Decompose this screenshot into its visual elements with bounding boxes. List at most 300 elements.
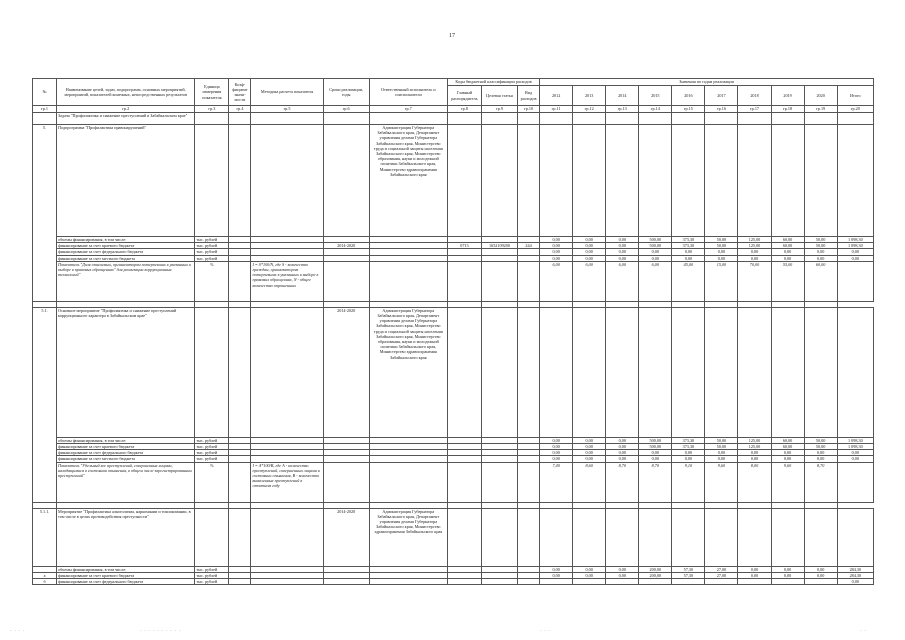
row-letter: а xyxy=(33,572,57,578)
table-row xyxy=(33,508,874,566)
year-value: 0,00 xyxy=(606,243,639,249)
year-value: 57,30 xyxy=(672,572,705,578)
year-value: 0,00 xyxy=(837,255,873,261)
empty-cell xyxy=(229,307,251,437)
year-value: 0,00 xyxy=(606,456,639,462)
empty-cell xyxy=(251,113,323,125)
indicator-value: 6,00 xyxy=(573,261,606,301)
empty-cell xyxy=(672,307,705,437)
header-year: 2017 xyxy=(705,86,738,106)
year-value: 0,00 xyxy=(540,444,573,450)
empty-cell xyxy=(447,307,481,437)
finance-row-name: объемы финансирования, в том числе: xyxy=(57,437,195,443)
header-name: Наименование целей, задач, подпрограмм, основных мероприятий, мероприятий, показателей конечных, непосредственных результатов xyxy=(57,79,195,106)
year-value: 50,00 xyxy=(804,437,837,443)
empty-cell xyxy=(672,508,705,566)
year-value: 0,00 xyxy=(705,255,738,261)
column-number: гр.9 xyxy=(481,106,517,113)
year-value: 0,00 xyxy=(639,456,672,462)
year-value: 125,00 xyxy=(738,437,771,443)
year-value: 0,00 xyxy=(804,572,837,578)
year-value: 57,30 xyxy=(672,566,705,572)
indicator-value: 6,00 xyxy=(540,261,573,301)
year-value: 60,00 xyxy=(771,437,804,443)
footer-mark: - - - - - - - - - - xyxy=(140,628,182,633)
year-value: 0,00 xyxy=(738,249,771,255)
finance-row-name: финансирование за счет местного бюджета xyxy=(57,255,195,261)
finance-row-unit: тыс. рублей xyxy=(195,572,229,578)
empty-cell xyxy=(573,125,606,237)
footer-mark: - - xyxy=(860,628,867,633)
empty-cell xyxy=(606,125,639,237)
year-value: 0,00 xyxy=(804,255,837,261)
year-value: 284,30 xyxy=(837,566,873,572)
column-number: гр.4 xyxy=(229,106,251,113)
year-value: 0,00 xyxy=(573,572,606,578)
empty-cell xyxy=(518,579,540,585)
empty-cell xyxy=(323,462,369,502)
year-value: 200,00 xyxy=(639,566,672,572)
header-responsible: Ответственный исполнитель и соисполнители xyxy=(369,79,447,106)
finance-row-unit: тыс. рублей xyxy=(195,444,229,450)
empty-cell xyxy=(804,125,837,237)
year-value: 0,00 xyxy=(837,456,873,462)
year-value: 50,00 xyxy=(804,243,837,249)
year-value xyxy=(540,579,573,585)
budget-code-gr: 0713 xyxy=(447,243,481,249)
finance-row-name: финансирование за счет краевого бюджета xyxy=(57,572,195,578)
year-value: 50,00 xyxy=(804,444,837,450)
finance-row-unit: тыс. рублей xyxy=(195,566,229,572)
section-name: Основное мероприятие "Профилактика и снижение преступлений коррупционного характера в Забайкальском крае" xyxy=(57,307,195,437)
empty-cell xyxy=(606,307,639,437)
empty-cell xyxy=(481,261,517,301)
header-year-values: Значения по годам реализации xyxy=(540,79,874,86)
year-value: 0,00 xyxy=(606,444,639,450)
empty-cell xyxy=(639,508,672,566)
footer-mark: - - - xyxy=(540,628,551,633)
finance-row-name: финансирование за счет федерального бюджета xyxy=(57,450,195,456)
year-value: 284,30 xyxy=(837,572,873,578)
empty-cell xyxy=(540,307,573,437)
empty-cell xyxy=(447,125,481,237)
empty-cell xyxy=(518,462,540,502)
table-row xyxy=(33,106,874,113)
year-value: 0,00 xyxy=(771,255,804,261)
year-value: 0,00 xyxy=(573,437,606,443)
finance-row-name: объемы финансирования, в том числе: xyxy=(57,566,195,572)
empty-cell xyxy=(518,307,540,437)
empty-cell xyxy=(738,508,771,566)
year-value: 0,00 xyxy=(606,450,639,456)
empty-cell xyxy=(481,113,517,125)
year-value: 50,00 xyxy=(705,243,738,249)
empty-cell xyxy=(447,113,481,125)
year-value: 0,00 xyxy=(540,437,573,443)
year-value: 1 098,30 xyxy=(837,437,873,443)
empty-cell xyxy=(573,307,606,437)
year-value: 0,00 xyxy=(672,249,705,255)
year-value xyxy=(738,579,771,585)
empty-cell xyxy=(672,113,705,125)
empty-cell xyxy=(804,307,837,437)
header-target-article: Целевая статья xyxy=(481,86,517,106)
empty-cell xyxy=(771,307,804,437)
empty-cell xyxy=(323,261,369,301)
header-year: 2014 xyxy=(606,86,639,106)
indicator-value: 8,00 xyxy=(738,462,771,502)
empty-cell xyxy=(705,508,738,566)
year-value: 0,00 xyxy=(573,243,606,249)
finance-row-unit: тыс. рублей xyxy=(195,237,229,243)
scan-footer-marks xyxy=(0,624,905,640)
indicator-value: 60,00 xyxy=(804,261,837,301)
section-number: 5. xyxy=(33,125,57,302)
finance-row-unit: тыс. рублей xyxy=(195,255,229,261)
empty-cell xyxy=(518,261,540,301)
indicator-unit: % xyxy=(195,462,229,502)
empty-cell xyxy=(639,113,672,125)
finance-row-period: 2014-2020 xyxy=(323,243,369,249)
year-value: 0,00 xyxy=(804,456,837,462)
year-value: 0,00 xyxy=(639,249,672,255)
year-value: 0,00 xyxy=(540,255,573,261)
section-name: Мероприятие "Профилактика алкоголизма, наркомании и токсикомании, в том числе в целях противодействия преступности" xyxy=(57,508,195,566)
empty-cell xyxy=(540,113,573,125)
indicator-name: Показатель "Удельный вес преступлений, совершенных лицами, находящимися в состоянии опьянения, в общем числе зарегистрированных преступлений" xyxy=(57,462,195,502)
year-value: 0,00 xyxy=(639,450,672,456)
year-value: 27,00 xyxy=(705,572,738,578)
header-coef: Коэф-фициент значи-мости xyxy=(229,79,251,106)
table-row xyxy=(33,113,874,125)
year-value: 0,00 xyxy=(837,450,873,456)
empty-cell xyxy=(195,307,229,437)
year-value xyxy=(705,579,738,585)
row-letter: б xyxy=(33,579,57,585)
finance-row-unit: тыс. рублей xyxy=(195,456,229,462)
indicator-method: I = S*100/N, где S - количество граждан, организатором потерпевших в указанных в выборе в правовых обращениях, N - общее количество опрошенных xyxy=(251,261,323,301)
empty-cell xyxy=(518,113,540,125)
header-unit: Единица измерения показателя xyxy=(195,79,229,106)
year-value xyxy=(804,579,837,585)
section-name: Подпрограмма "Профилактика правонарушений" xyxy=(57,125,195,237)
header-expense-type: Вид расходов xyxy=(518,86,540,106)
header-main-manager: Главный распорядитель xyxy=(447,86,481,106)
indicator-value: 8,70 xyxy=(804,462,837,502)
empty-cell xyxy=(447,508,481,566)
section-period xyxy=(323,125,369,237)
year-value: 50,00 xyxy=(804,237,837,243)
footer-mark: - - - - xyxy=(10,628,26,633)
indicator-value xyxy=(837,462,873,502)
year-value: 125,00 xyxy=(738,237,771,243)
empty-cell xyxy=(606,508,639,566)
year-value: 0,00 xyxy=(738,572,771,578)
header-year: 2019 xyxy=(771,86,804,106)
table-row xyxy=(33,261,874,301)
column-number: гр.14 xyxy=(639,106,672,113)
year-value: 500,00 xyxy=(639,237,672,243)
empty-cell xyxy=(369,579,447,585)
year-value: 0,00 xyxy=(540,249,573,255)
empty-cell xyxy=(323,113,369,125)
year-value: 0,00 xyxy=(540,566,573,572)
empty-cell xyxy=(369,261,447,301)
year-value: 125,00 xyxy=(738,444,771,450)
empty-cell xyxy=(639,125,672,237)
empty-cell xyxy=(229,579,251,585)
finance-row-name: финансирование за счет краевого бюджета xyxy=(57,444,195,450)
year-value: 373,30 xyxy=(672,237,705,243)
year-value: 0,00 xyxy=(837,249,873,255)
year-value xyxy=(606,579,639,585)
section-responsible: Администрация Губернатора Забайкальского края, Департамент управления делами Губернатора Забайкальского края, Министерство здравоохранения Забайкальского края xyxy=(369,508,447,566)
empty-cell xyxy=(771,125,804,237)
indicator-value: 8,70 xyxy=(639,462,672,502)
year-value: 0,00 xyxy=(573,450,606,456)
column-number: гр.18 xyxy=(771,106,804,113)
empty-cell xyxy=(573,113,606,125)
year-value: 0,00 xyxy=(771,249,804,255)
header-year: 2016 xyxy=(672,86,705,106)
year-value: 500,00 xyxy=(639,243,672,249)
column-number: гр.12 xyxy=(573,106,606,113)
year-value: 0,00 xyxy=(573,237,606,243)
year-value: 50,00 xyxy=(705,237,738,243)
year-value: 0,00 xyxy=(540,572,573,578)
year-value: 0,00 xyxy=(540,450,573,456)
year-value xyxy=(639,579,672,585)
year-value: 0,00 xyxy=(573,249,606,255)
column-number: гр.11 xyxy=(540,106,573,113)
year-value: 0,00 xyxy=(672,450,705,456)
empty-cell xyxy=(447,261,481,301)
header-year: 2013 xyxy=(573,86,606,106)
empty-cell xyxy=(251,307,323,437)
empty-cell xyxy=(481,125,517,237)
indicator-value: 9,10 xyxy=(672,462,705,502)
year-value: 0,00 xyxy=(639,255,672,261)
year-value: 0,00 xyxy=(606,572,639,578)
year-value: 0,00 xyxy=(606,255,639,261)
finance-row-name: финансирование за счет краевого бюджета xyxy=(57,243,195,249)
empty-cell xyxy=(804,113,837,125)
finance-row-unit: тыс. рублей xyxy=(195,437,229,443)
year-value: 0,00 xyxy=(771,450,804,456)
empty-cell xyxy=(229,261,251,301)
empty-cell xyxy=(837,307,873,437)
year-value: 0,00 xyxy=(540,243,573,249)
section-number: 5.1.1. xyxy=(33,508,57,566)
indicator-value: 15,00 xyxy=(705,261,738,301)
year-value: 60,00 xyxy=(771,237,804,243)
column-number: гр.10 xyxy=(518,106,540,113)
task-title: Задача "Профилактика и снижение преступлений в Забайкальском крае" xyxy=(57,113,195,125)
empty-cell xyxy=(804,508,837,566)
year-value: 0,00 xyxy=(573,566,606,572)
column-number: гр.1 xyxy=(33,106,57,113)
year-value: 0,00 xyxy=(573,444,606,450)
year-value: 0,00 xyxy=(573,255,606,261)
column-number: гр.8 xyxy=(447,106,481,113)
section-period: 2014-2020 xyxy=(323,508,369,566)
empty-cell xyxy=(251,579,323,585)
empty-cell xyxy=(518,508,540,566)
indicator-value: 55,00 xyxy=(771,261,804,301)
year-value: 500,00 xyxy=(639,444,672,450)
indicator-value: 9,60 xyxy=(705,462,738,502)
empty-cell xyxy=(195,125,229,237)
year-value xyxy=(771,579,804,585)
empty-cell xyxy=(639,307,672,437)
empty-cell xyxy=(195,508,229,566)
finance-row-unit: тыс. рублей xyxy=(195,249,229,255)
year-value: 500,00 xyxy=(639,437,672,443)
empty-cell xyxy=(705,307,738,437)
empty-cell xyxy=(738,113,771,125)
header-method: Методика расчета показателя xyxy=(251,79,323,106)
year-value: 0,00 xyxy=(672,255,705,261)
indicator-value: 8,60 xyxy=(573,462,606,502)
header-total: Итого xyxy=(837,86,873,106)
empty-cell xyxy=(837,125,873,237)
table-row xyxy=(33,307,874,437)
empty-cell xyxy=(323,579,369,585)
empty-cell xyxy=(369,113,447,125)
indicator-method: I = A*100/B, где А - количество преступлений, совершенных лицами в состоянии опьянения, В - количество выявленных преступлений в отчетном году xyxy=(251,462,323,502)
budget-code-csr: 1652109200 xyxy=(481,243,517,249)
header-year: 2012 xyxy=(540,86,573,106)
finance-row-unit: тыс. рублей xyxy=(195,450,229,456)
finance-row-name: финансирование за счет федерального бюджета xyxy=(57,249,195,255)
empty-cell xyxy=(251,125,323,237)
section-responsible: Администрация Губернатора Забайкальского края, Департамент управления делами Губернатора Забайкальского края, Министерство труда и социальной защиты населения Забайкальского края, Министерство образования, науки и молодежной политики Забайкальского края, Министерство здравоохранения Забайкальского края xyxy=(369,307,447,437)
empty-cell xyxy=(369,462,447,502)
empty-cell xyxy=(837,508,873,566)
section-responsible: Администрация Губернатора Забайкальского края, Департамент управления делами Губернатора Забайкальского края, Министерство труда и социальной защиты населения Забайкальского края, Министерство образования, науки и молодежной политики Забайкальского края, Министерство здравоохранения Забайкальского края xyxy=(369,125,447,237)
year-value: 0,00 xyxy=(540,237,573,243)
year-value: 0,00 xyxy=(606,237,639,243)
empty-cell xyxy=(738,125,771,237)
year-value: 0,00 xyxy=(804,249,837,255)
empty-cell xyxy=(481,307,517,437)
year-value: 0,00 xyxy=(705,456,738,462)
year-value: 0,00 xyxy=(738,456,771,462)
empty-cell xyxy=(705,113,738,125)
year-value: 0,00 xyxy=(606,566,639,572)
year-value: 50,00 xyxy=(705,444,738,450)
empty-cell xyxy=(481,508,517,566)
indicator-value: 70,00 xyxy=(738,261,771,301)
year-value: 373,30 xyxy=(672,437,705,443)
column-number: гр.5 xyxy=(251,106,323,113)
table-row xyxy=(33,579,874,585)
empty-cell xyxy=(771,113,804,125)
empty-cell xyxy=(606,113,639,125)
finance-row-name: объемы финансирования, в том числе: xyxy=(57,237,195,243)
empty-cell xyxy=(837,113,873,125)
year-value xyxy=(672,579,705,585)
header-year: 2015 xyxy=(639,86,672,106)
year-value: 0,00 xyxy=(606,437,639,443)
year-value xyxy=(573,579,606,585)
table-row xyxy=(33,125,874,237)
indicator-name: Показатель "Доля опасаемых, организатором потерпевших в указанных в выборе в правовых обращениях" для реализации коррупционных технологий" xyxy=(57,261,195,301)
year-value: 0,00 xyxy=(804,566,837,572)
header-year: 2018 xyxy=(738,86,771,106)
year-value: 0,00 xyxy=(771,572,804,578)
indicator-value: 6,00 xyxy=(639,261,672,301)
empty-cell xyxy=(481,579,517,585)
finance-row-name: финансирование за счет местного бюджета xyxy=(57,456,195,462)
year-value: 0,00 xyxy=(738,255,771,261)
empty-cell xyxy=(540,508,573,566)
year-value: 0,00 xyxy=(771,566,804,572)
year-value: 125,00 xyxy=(738,243,771,249)
column-number: гр.19 xyxy=(804,106,837,113)
year-value: 0,00 xyxy=(540,456,573,462)
year-value: 0,00 xyxy=(573,456,606,462)
empty-cell xyxy=(447,579,481,585)
empty-cell xyxy=(251,508,323,566)
budget-code-vr: 244 xyxy=(518,243,540,249)
empty-cell xyxy=(229,125,251,237)
empty-cell xyxy=(481,462,517,502)
empty-cell xyxy=(518,125,540,237)
empty-cell xyxy=(573,508,606,566)
empty-cell xyxy=(738,307,771,437)
year-value: 0,00 xyxy=(738,566,771,572)
section-number: 5.1. xyxy=(33,307,57,502)
year-value: 373,30 xyxy=(672,444,705,450)
year-value: 200,00 xyxy=(639,572,672,578)
year-value: 0,00 xyxy=(804,450,837,456)
year-value: 1 098,30 xyxy=(837,243,873,249)
column-number: гр.15 xyxy=(672,106,705,113)
header-period: Сроки реализации, годы xyxy=(323,79,369,106)
year-value: 0,00 xyxy=(738,450,771,456)
year-value: 0,00 xyxy=(837,579,873,585)
column-number: гр.6 xyxy=(323,106,369,113)
indicator-unit: % xyxy=(195,261,229,301)
empty-cell xyxy=(771,508,804,566)
year-value: 373,30 xyxy=(672,243,705,249)
year-value: 0,00 xyxy=(606,249,639,255)
empty-cell xyxy=(229,113,251,125)
indicator-value xyxy=(837,261,873,301)
year-value: 60,00 xyxy=(771,243,804,249)
indicator-value: 45,00 xyxy=(672,261,705,301)
empty-cell xyxy=(447,462,481,502)
finance-row-unit: тыс. рублей xyxy=(195,579,229,585)
table-row xyxy=(33,462,874,502)
finance-row-name: финансирование за счет федерального бюджета xyxy=(57,579,195,585)
year-value: 0,00 xyxy=(672,456,705,462)
column-number: гр.17 xyxy=(738,106,771,113)
column-number: гр.20 xyxy=(837,106,873,113)
column-number: гр.16 xyxy=(705,106,738,113)
column-number: гр.13 xyxy=(606,106,639,113)
section-period: 2014-2020 xyxy=(323,307,369,437)
column-number: гр.7 xyxy=(369,106,447,113)
indicator-value: 6,00 xyxy=(606,261,639,301)
page-number: 17 xyxy=(449,33,455,39)
empty-cell xyxy=(540,125,573,237)
year-value: 1 098,30 xyxy=(837,237,873,243)
year-value: 60,00 xyxy=(771,444,804,450)
year-value: 1 098,30 xyxy=(837,444,873,450)
empty-cell xyxy=(195,113,229,125)
